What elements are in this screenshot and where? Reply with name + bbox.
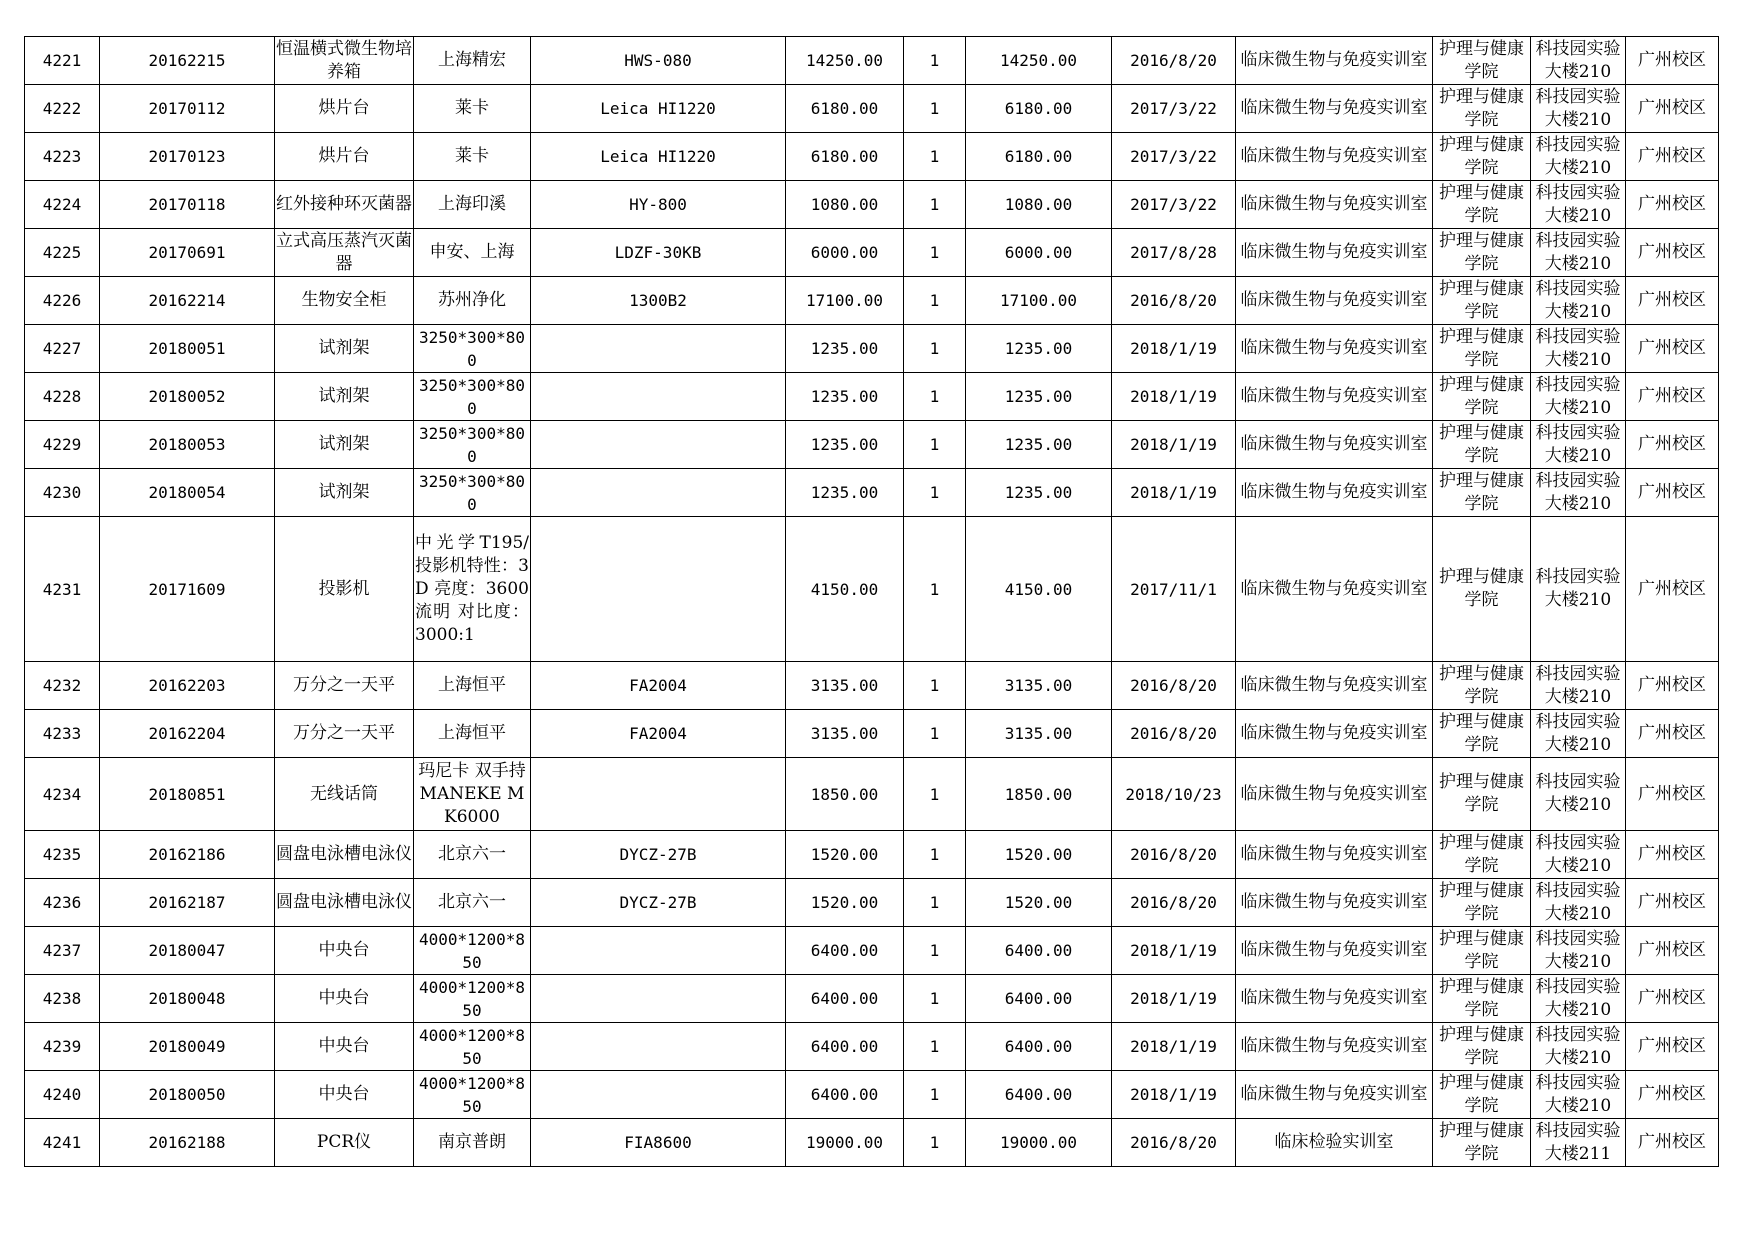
cell-room: 临床微生物与免疫实训室 bbox=[1236, 229, 1433, 277]
table-row bbox=[25, 879, 1719, 927]
cell-asset-id: 20180053 bbox=[100, 421, 275, 469]
cell-room: 临床微生物与免疫实训室 bbox=[1236, 927, 1433, 975]
cell-dept: 护理与健康学院 bbox=[1433, 831, 1531, 879]
cell-room: 临床检验实训室 bbox=[1236, 1119, 1433, 1167]
cell-date: 2017/11/1 bbox=[1112, 517, 1236, 662]
cell-asset-id: 20180047 bbox=[100, 927, 275, 975]
cell-date: 2018/1/19 bbox=[1112, 421, 1236, 469]
cell-amount: 3135.00 bbox=[966, 710, 1112, 758]
cell-dept: 护理与健康学院 bbox=[1433, 325, 1531, 373]
table-row bbox=[25, 85, 1719, 133]
cell-no: 4241 bbox=[25, 1119, 100, 1167]
cell-asset-id: 20180049 bbox=[100, 1023, 275, 1071]
cell-price: 17100.00 bbox=[786, 277, 904, 325]
cell-qty: 1 bbox=[904, 229, 966, 277]
cell-name: 红外接种环灭菌器 bbox=[275, 181, 414, 229]
cell-amount: 1520.00 bbox=[966, 831, 1112, 879]
cell-model: DYCZ-27B bbox=[531, 879, 786, 927]
cell-brand: 4000*1200*850 bbox=[414, 975, 531, 1023]
cell-asset-id: 20162186 bbox=[100, 831, 275, 879]
cell-date: 2018/10/23 bbox=[1112, 758, 1236, 831]
cell-location: 科技园实验大楼210 bbox=[1531, 325, 1626, 373]
cell-campus: 广州校区 bbox=[1626, 421, 1719, 469]
cell-model bbox=[531, 758, 786, 831]
cell-name: 中央台 bbox=[275, 927, 414, 975]
cell-price: 3135.00 bbox=[786, 662, 904, 710]
cell-dept: 护理与健康学院 bbox=[1433, 1071, 1531, 1119]
cell-date: 2018/1/19 bbox=[1112, 373, 1236, 421]
cell-name: 试剂架 bbox=[275, 373, 414, 421]
cell-amount: 1235.00 bbox=[966, 373, 1112, 421]
cell-campus: 广州校区 bbox=[1626, 1071, 1719, 1119]
cell-no: 4240 bbox=[25, 1071, 100, 1119]
table-row bbox=[25, 37, 1719, 85]
cell-campus: 广州校区 bbox=[1626, 469, 1719, 517]
cell-brand: 上海精宏 bbox=[414, 37, 531, 85]
cell-date: 2016/8/20 bbox=[1112, 1119, 1236, 1167]
cell-no: 4236 bbox=[25, 879, 100, 927]
cell-qty: 1 bbox=[904, 517, 966, 662]
cell-no: 4238 bbox=[25, 975, 100, 1023]
cell-qty: 1 bbox=[904, 181, 966, 229]
cell-campus: 广州校区 bbox=[1626, 975, 1719, 1023]
cell-date: 2017/3/22 bbox=[1112, 85, 1236, 133]
cell-amount: 6400.00 bbox=[966, 1071, 1112, 1119]
cell-location: 科技园实验大楼210 bbox=[1531, 229, 1626, 277]
cell-campus: 广州校区 bbox=[1626, 325, 1719, 373]
cell-date: 2018/1/19 bbox=[1112, 975, 1236, 1023]
cell-location: 科技园实验大楼210 bbox=[1531, 831, 1626, 879]
cell-model bbox=[531, 373, 786, 421]
cell-qty: 1 bbox=[904, 710, 966, 758]
cell-asset-id: 20180052 bbox=[100, 373, 275, 421]
cell-campus: 广州校区 bbox=[1626, 517, 1719, 662]
cell-price: 6400.00 bbox=[786, 975, 904, 1023]
cell-room: 临床微生物与免疫实训室 bbox=[1236, 975, 1433, 1023]
cell-no: 4231 bbox=[25, 517, 100, 662]
cell-brand: 莱卡 bbox=[414, 85, 531, 133]
cell-price: 1080.00 bbox=[786, 181, 904, 229]
cell-dept: 护理与健康学院 bbox=[1433, 85, 1531, 133]
cell-dept: 护理与健康学院 bbox=[1433, 133, 1531, 181]
cell-amount: 1080.00 bbox=[966, 181, 1112, 229]
cell-dept: 护理与健康学院 bbox=[1433, 469, 1531, 517]
cell-date: 2017/3/22 bbox=[1112, 133, 1236, 181]
cell-campus: 广州校区 bbox=[1626, 927, 1719, 975]
cell-qty: 1 bbox=[904, 373, 966, 421]
cell-qty: 1 bbox=[904, 927, 966, 975]
table-row bbox=[25, 831, 1719, 879]
cell-name: 中央台 bbox=[275, 1071, 414, 1119]
cell-name: 中央台 bbox=[275, 975, 414, 1023]
cell-location: 科技园实验大楼210 bbox=[1531, 758, 1626, 831]
cell-date: 2018/1/19 bbox=[1112, 325, 1236, 373]
cell-date: 2018/1/19 bbox=[1112, 1023, 1236, 1071]
cell-model: FIA8600 bbox=[531, 1119, 786, 1167]
cell-amount: 6400.00 bbox=[966, 1023, 1112, 1071]
table-row bbox=[25, 181, 1719, 229]
cell-name: 立式高压蒸汽灭菌器 bbox=[275, 229, 414, 277]
cell-date: 2017/3/22 bbox=[1112, 181, 1236, 229]
cell-location: 科技园实验大楼210 bbox=[1531, 662, 1626, 710]
cell-price: 1850.00 bbox=[786, 758, 904, 831]
table-row bbox=[25, 1119, 1719, 1167]
cell-campus: 广州校区 bbox=[1626, 277, 1719, 325]
cell-campus: 广州校区 bbox=[1626, 181, 1719, 229]
cell-brand: 中光学T195/投影机特性：3D 亮度：3600流明 对比度：3000:1 bbox=[414, 517, 531, 662]
cell-dept: 护理与健康学院 bbox=[1433, 975, 1531, 1023]
cell-date: 2017/8/28 bbox=[1112, 229, 1236, 277]
cell-asset-id: 20180851 bbox=[100, 758, 275, 831]
table-row bbox=[25, 975, 1719, 1023]
cell-brand: 3250*300*800 bbox=[414, 421, 531, 469]
cell-dept: 护理与健康学院 bbox=[1433, 1023, 1531, 1071]
cell-no: 4223 bbox=[25, 133, 100, 181]
cell-price: 14250.00 bbox=[786, 37, 904, 85]
cell-qty: 1 bbox=[904, 1023, 966, 1071]
cell-no: 4234 bbox=[25, 758, 100, 831]
cell-brand: 苏州净化 bbox=[414, 277, 531, 325]
cell-name: 无线话筒 bbox=[275, 758, 414, 831]
cell-name: 万分之一天平 bbox=[275, 662, 414, 710]
cell-date: 2016/8/20 bbox=[1112, 662, 1236, 710]
cell-qty: 1 bbox=[904, 277, 966, 325]
cell-dept: 护理与健康学院 bbox=[1433, 758, 1531, 831]
cell-name: 烘片台 bbox=[275, 85, 414, 133]
cell-model: Leica HI1220 bbox=[531, 85, 786, 133]
cell-location: 科技园实验大楼210 bbox=[1531, 37, 1626, 85]
table-row bbox=[25, 927, 1719, 975]
cell-amount: 1520.00 bbox=[966, 879, 1112, 927]
cell-campus: 广州校区 bbox=[1626, 758, 1719, 831]
cell-qty: 1 bbox=[904, 831, 966, 879]
cell-room: 临床微生物与免疫实训室 bbox=[1236, 85, 1433, 133]
cell-no: 4225 bbox=[25, 229, 100, 277]
cell-amount: 14250.00 bbox=[966, 37, 1112, 85]
cell-name: 试剂架 bbox=[275, 469, 414, 517]
cell-qty: 1 bbox=[904, 758, 966, 831]
cell-brand: 申安、上海 bbox=[414, 229, 531, 277]
cell-model: DYCZ-27B bbox=[531, 831, 786, 879]
cell-asset-id: 20171609 bbox=[100, 517, 275, 662]
cell-room: 临床微生物与免疫实训室 bbox=[1236, 517, 1433, 662]
cell-room: 临床微生物与免疫实训室 bbox=[1236, 133, 1433, 181]
cell-amount: 6180.00 bbox=[966, 133, 1112, 181]
cell-name: 中央台 bbox=[275, 1023, 414, 1071]
cell-qty: 1 bbox=[904, 37, 966, 85]
cell-campus: 广州校区 bbox=[1626, 229, 1719, 277]
cell-location: 科技园实验大楼210 bbox=[1531, 975, 1626, 1023]
cell-asset-id: 20180054 bbox=[100, 469, 275, 517]
cell-brand: 玛尼卡 双手持MANEKE MK6000 bbox=[414, 758, 531, 831]
table-row bbox=[25, 229, 1719, 277]
cell-asset-id: 20162188 bbox=[100, 1119, 275, 1167]
cell-model bbox=[531, 975, 786, 1023]
cell-dept: 护理与健康学院 bbox=[1433, 710, 1531, 758]
cell-location: 科技园实验大楼210 bbox=[1531, 421, 1626, 469]
cell-price: 6400.00 bbox=[786, 927, 904, 975]
cell-room: 临床微生物与免疫实训室 bbox=[1236, 1023, 1433, 1071]
cell-room: 临床微生物与免疫实训室 bbox=[1236, 325, 1433, 373]
cell-name: 恒温横式微生物培养箱 bbox=[275, 37, 414, 85]
cell-amount: 6400.00 bbox=[966, 927, 1112, 975]
table-row bbox=[25, 277, 1719, 325]
cell-qty: 1 bbox=[904, 325, 966, 373]
cell-no: 4230 bbox=[25, 469, 100, 517]
cell-location: 科技园实验大楼210 bbox=[1531, 517, 1626, 662]
cell-price: 1520.00 bbox=[786, 879, 904, 927]
cell-qty: 1 bbox=[904, 975, 966, 1023]
cell-asset-id: 20162215 bbox=[100, 37, 275, 85]
cell-dept: 护理与健康学院 bbox=[1433, 1119, 1531, 1167]
cell-date: 2018/1/19 bbox=[1112, 927, 1236, 975]
cell-asset-id: 20180048 bbox=[100, 975, 275, 1023]
cell-qty: 1 bbox=[904, 662, 966, 710]
cell-asset-id: 20170112 bbox=[100, 85, 275, 133]
cell-no: 4233 bbox=[25, 710, 100, 758]
cell-model bbox=[531, 1071, 786, 1119]
cell-price: 1235.00 bbox=[786, 421, 904, 469]
cell-no: 4229 bbox=[25, 421, 100, 469]
cell-campus: 广州校区 bbox=[1626, 133, 1719, 181]
table-row bbox=[25, 421, 1719, 469]
cell-model bbox=[531, 927, 786, 975]
cell-name: 圆盘电泳槽电泳仪 bbox=[275, 831, 414, 879]
cell-campus: 广州校区 bbox=[1626, 831, 1719, 879]
table-row bbox=[25, 1023, 1719, 1071]
cell-no: 4228 bbox=[25, 373, 100, 421]
cell-price: 19000.00 bbox=[786, 1119, 904, 1167]
cell-qty: 1 bbox=[904, 1071, 966, 1119]
cell-model bbox=[531, 325, 786, 373]
cell-campus: 广州校区 bbox=[1626, 85, 1719, 133]
cell-brand: 4000*1200*850 bbox=[414, 927, 531, 975]
cell-brand: 北京六一 bbox=[414, 831, 531, 879]
cell-room: 临床微生物与免疫实训室 bbox=[1236, 469, 1433, 517]
cell-room: 临床微生物与免疫实训室 bbox=[1236, 710, 1433, 758]
cell-dept: 护理与健康学院 bbox=[1433, 181, 1531, 229]
cell-location: 科技园实验大楼210 bbox=[1531, 1023, 1626, 1071]
cell-amount: 4150.00 bbox=[966, 517, 1112, 662]
cell-date: 2016/8/20 bbox=[1112, 277, 1236, 325]
cell-price: 6000.00 bbox=[786, 229, 904, 277]
cell-brand: 莱卡 bbox=[414, 133, 531, 181]
cell-name: 投影机 bbox=[275, 517, 414, 662]
cell-model bbox=[531, 421, 786, 469]
table-row bbox=[25, 133, 1719, 181]
cell-price: 6400.00 bbox=[786, 1023, 904, 1071]
cell-room: 临床微生物与免疫实训室 bbox=[1236, 421, 1433, 469]
cell-campus: 广州校区 bbox=[1626, 37, 1719, 85]
cell-brand: 3250*300*800 bbox=[414, 469, 531, 517]
cell-name: 生物安全柜 bbox=[275, 277, 414, 325]
table-row bbox=[25, 758, 1719, 831]
table-row bbox=[25, 517, 1719, 662]
cell-price: 6180.00 bbox=[786, 85, 904, 133]
cell-model bbox=[531, 469, 786, 517]
cell-brand: 上海印溪 bbox=[414, 181, 531, 229]
cell-model: HWS-080 bbox=[531, 37, 786, 85]
table-body bbox=[25, 37, 1719, 1167]
cell-dept: 护理与健康学院 bbox=[1433, 229, 1531, 277]
cell-room: 临床微生物与免疫实训室 bbox=[1236, 1071, 1433, 1119]
cell-location: 科技园实验大楼210 bbox=[1531, 277, 1626, 325]
cell-campus: 广州校区 bbox=[1626, 373, 1719, 421]
equipment-table bbox=[24, 36, 1719, 1167]
cell-no: 4235 bbox=[25, 831, 100, 879]
cell-no: 4224 bbox=[25, 181, 100, 229]
cell-room: 临床微生物与免疫实训室 bbox=[1236, 181, 1433, 229]
cell-room: 临床微生物与免疫实训室 bbox=[1236, 758, 1433, 831]
cell-model: LDZF-30KB bbox=[531, 229, 786, 277]
cell-dept: 护理与健康学院 bbox=[1433, 421, 1531, 469]
cell-dept: 护理与健康学院 bbox=[1433, 277, 1531, 325]
table-row bbox=[25, 1071, 1719, 1119]
cell-model bbox=[531, 517, 786, 662]
cell-location: 科技园实验大楼210 bbox=[1531, 879, 1626, 927]
cell-qty: 1 bbox=[904, 421, 966, 469]
cell-amount: 19000.00 bbox=[966, 1119, 1112, 1167]
cell-brand: 4000*1200*850 bbox=[414, 1071, 531, 1119]
cell-model bbox=[531, 1023, 786, 1071]
cell-asset-id: 20170691 bbox=[100, 229, 275, 277]
cell-campus: 广州校区 bbox=[1626, 1023, 1719, 1071]
cell-brand: 南京普朗 bbox=[414, 1119, 531, 1167]
cell-amount: 6400.00 bbox=[966, 975, 1112, 1023]
cell-price: 1235.00 bbox=[786, 469, 904, 517]
cell-dept: 护理与健康学院 bbox=[1433, 662, 1531, 710]
cell-amount: 1235.00 bbox=[966, 421, 1112, 469]
cell-model: FA2004 bbox=[531, 662, 786, 710]
cell-asset-id: 20180050 bbox=[100, 1071, 275, 1119]
cell-no: 4239 bbox=[25, 1023, 100, 1071]
cell-room: 临床微生物与免疫实训室 bbox=[1236, 662, 1433, 710]
cell-campus: 广州校区 bbox=[1626, 879, 1719, 927]
cell-asset-id: 20162214 bbox=[100, 277, 275, 325]
cell-location: 科技园实验大楼211 bbox=[1531, 1119, 1626, 1167]
cell-campus: 广州校区 bbox=[1626, 1119, 1719, 1167]
cell-asset-id: 20180051 bbox=[100, 325, 275, 373]
cell-asset-id: 20162187 bbox=[100, 879, 275, 927]
cell-name: 烘片台 bbox=[275, 133, 414, 181]
cell-brand: 北京六一 bbox=[414, 879, 531, 927]
cell-amount: 1235.00 bbox=[966, 325, 1112, 373]
cell-date: 2018/1/19 bbox=[1112, 469, 1236, 517]
cell-price: 6180.00 bbox=[786, 133, 904, 181]
cell-no: 4232 bbox=[25, 662, 100, 710]
table-row bbox=[25, 662, 1719, 710]
cell-dept: 护理与健康学院 bbox=[1433, 517, 1531, 662]
cell-location: 科技园实验大楼210 bbox=[1531, 710, 1626, 758]
table-row bbox=[25, 469, 1719, 517]
cell-campus: 广州校区 bbox=[1626, 710, 1719, 758]
cell-amount: 1850.00 bbox=[966, 758, 1112, 831]
cell-date: 2016/8/20 bbox=[1112, 710, 1236, 758]
cell-room: 临床微生物与免疫实训室 bbox=[1236, 37, 1433, 85]
cell-location: 科技园实验大楼210 bbox=[1531, 181, 1626, 229]
cell-brand: 3250*300*800 bbox=[414, 325, 531, 373]
cell-price: 1520.00 bbox=[786, 831, 904, 879]
cell-name: 圆盘电泳槽电泳仪 bbox=[275, 879, 414, 927]
cell-location: 科技园实验大楼210 bbox=[1531, 85, 1626, 133]
cell-price: 3135.00 bbox=[786, 710, 904, 758]
cell-room: 临床微生物与免疫实训室 bbox=[1236, 879, 1433, 927]
cell-model: FA2004 bbox=[531, 710, 786, 758]
cell-model: HY-800 bbox=[531, 181, 786, 229]
cell-dept: 护理与健康学院 bbox=[1433, 37, 1531, 85]
cell-qty: 1 bbox=[904, 879, 966, 927]
cell-no: 4237 bbox=[25, 927, 100, 975]
cell-model: Leica HI1220 bbox=[531, 133, 786, 181]
cell-no: 4227 bbox=[25, 325, 100, 373]
cell-no: 4221 bbox=[25, 37, 100, 85]
cell-amount: 17100.00 bbox=[966, 277, 1112, 325]
cell-amount: 6000.00 bbox=[966, 229, 1112, 277]
cell-asset-id: 20170118 bbox=[100, 181, 275, 229]
cell-brand: 4000*1200*850 bbox=[414, 1023, 531, 1071]
cell-price: 6400.00 bbox=[786, 1071, 904, 1119]
cell-amount: 6180.00 bbox=[966, 85, 1112, 133]
cell-price: 1235.00 bbox=[786, 325, 904, 373]
cell-name: 试剂架 bbox=[275, 325, 414, 373]
cell-brand: 3250*300*800 bbox=[414, 373, 531, 421]
cell-price: 4150.00 bbox=[786, 517, 904, 662]
cell-dept: 护理与健康学院 bbox=[1433, 927, 1531, 975]
cell-amount: 3135.00 bbox=[966, 662, 1112, 710]
cell-location: 科技园实验大楼210 bbox=[1531, 1071, 1626, 1119]
cell-location: 科技园实验大楼210 bbox=[1531, 927, 1626, 975]
cell-model: 1300B2 bbox=[531, 277, 786, 325]
cell-campus: 广州校区 bbox=[1626, 662, 1719, 710]
cell-asset-id: 20170123 bbox=[100, 133, 275, 181]
cell-brand: 上海恒平 bbox=[414, 662, 531, 710]
cell-no: 4226 bbox=[25, 277, 100, 325]
cell-room: 临床微生物与免疫实训室 bbox=[1236, 373, 1433, 421]
cell-date: 2016/8/20 bbox=[1112, 879, 1236, 927]
cell-location: 科技园实验大楼210 bbox=[1531, 469, 1626, 517]
cell-qty: 1 bbox=[904, 469, 966, 517]
cell-amount: 1235.00 bbox=[966, 469, 1112, 517]
cell-date: 2018/1/19 bbox=[1112, 1071, 1236, 1119]
cell-price: 1235.00 bbox=[786, 373, 904, 421]
cell-asset-id: 20162204 bbox=[100, 710, 275, 758]
cell-qty: 1 bbox=[904, 1119, 966, 1167]
cell-qty: 1 bbox=[904, 133, 966, 181]
cell-no: 4222 bbox=[25, 85, 100, 133]
cell-dept: 护理与健康学院 bbox=[1433, 373, 1531, 421]
table-row bbox=[25, 325, 1719, 373]
cell-qty: 1 bbox=[904, 85, 966, 133]
cell-asset-id: 20162203 bbox=[100, 662, 275, 710]
table-row bbox=[25, 710, 1719, 758]
cell-location: 科技园实验大楼210 bbox=[1531, 373, 1626, 421]
cell-room: 临床微生物与免疫实训室 bbox=[1236, 831, 1433, 879]
cell-room: 临床微生物与免疫实训室 bbox=[1236, 277, 1433, 325]
cell-date: 2016/8/20 bbox=[1112, 37, 1236, 85]
table-row bbox=[25, 373, 1719, 421]
cell-location: 科技园实验大楼210 bbox=[1531, 133, 1626, 181]
cell-name: PCR仪 bbox=[275, 1119, 414, 1167]
cell-name: 万分之一天平 bbox=[275, 710, 414, 758]
cell-name: 试剂架 bbox=[275, 421, 414, 469]
cell-dept: 护理与健康学院 bbox=[1433, 879, 1531, 927]
cell-brand: 上海恒平 bbox=[414, 710, 531, 758]
cell-date: 2016/8/20 bbox=[1112, 831, 1236, 879]
